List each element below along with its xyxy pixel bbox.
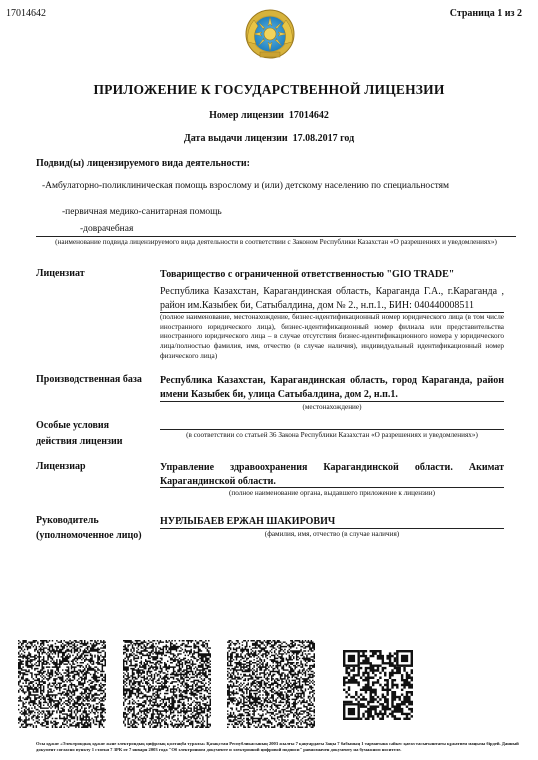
- head-name: НУРЛЫБАЕВ ЕРЖАН ШАКИРОВИЧ: [160, 516, 336, 527]
- licensor-note: (полное наименование органа, выдавшего приложение к лицензии): [229, 489, 435, 497]
- 2d-barcode-icon: [227, 640, 315, 728]
- divider: [160, 528, 504, 529]
- production-base-note: (местонахождение): [302, 403, 362, 411]
- license-number-value: 17014642: [288, 110, 329, 121]
- license-date-line: [0, 133, 538, 144]
- kazakhstan-state-emblem-icon: [244, 8, 296, 60]
- license-date-value: 17.08.2017 год: [292, 133, 355, 144]
- legal-footnote: Осы құжат «Электрондық құжат және электрондық цифрлық қолтаңба туралы» Қазақстан Республикасының 2003 жылғы 7 қаңтардағы Заңы 7 бабының 1 тармағына сәйкес қағаз тасығыштағы құжатпен маңызы бірдей. Данный документ согласно пункту 1 статьи 7 ЗРК от 7 января 2003 года "Об электронном документе и электронной цифровой подписи" равнозначен документу на бумажном носителе.: [36, 741, 519, 752]
- production-base-label: Производственная база: [36, 374, 142, 385]
- subtypes-note: (наименование подвида лицензируемого вида деятельности в соответствии с Законом Республики Казахстан «О разрешениях и уведомлениях»): [55, 238, 497, 246]
- subtypes-heading: Подвид(ы) лицензируемого вида деятельности:: [36, 158, 250, 169]
- divider: [160, 401, 504, 402]
- subtype-item: -доврачебная: [80, 224, 134, 234]
- special-conditions-label: Особые условия действия лицензии: [36, 420, 123, 447]
- page-title: ПРИЛОЖЕНИЕ К ГОСУДАРСТВЕННОЙ ЛИЦЕНЗИИ: [93, 82, 445, 97]
- 2d-barcode-icon: [18, 640, 106, 728]
- qr-code-icon: [343, 650, 413, 720]
- special-conditions-note: (в соответствии со статьей 36 Закона Республики Казахстан «О разрешениях и уведомлениях»): [186, 431, 478, 439]
- page-indicator: Страница 1 из 2: [449, 8, 522, 19]
- licensee-label: Лицензиат: [36, 268, 85, 279]
- subtype-item: -первичная медико-санитарная помощь: [62, 207, 222, 217]
- 2d-barcode-icon: [123, 640, 211, 728]
- licensee-name: Товарищество с ограниченной ответственностью "GIO TRADE": [160, 269, 455, 280]
- head-note: (фамилия, имя, отчество (в случае наличия): [264, 530, 400, 538]
- licensor-value: Управление здравоохранения Карагандинской области. Акимат Карагандинской области.: [160, 462, 504, 487]
- divider: [160, 487, 504, 488]
- licensee-address: Республика Казахстан, Карагандинская область, Караганда Г.А., г.Караганда , район им.Казыбек би, Сатыбалдина, дом № 2., н.п.1., БИН: 040440008511: [160, 286, 504, 311]
- licensee-note: (полное наименование, местонахождение, бизнес-идентификационный номер юридического лица (в том числе иностранного юридического лица), бизнес-идентификационный номер филиала или представительства иностранного юридического лица – в случае отсутствия бизнес-идентификационного номера у юридического лица/полностью фамилия, имя, отчество (в случае наличия), индивидуальный идентификационный номер физического лица): [160, 313, 504, 360]
- production-base-value: Республика Казахстан, Карагандинская область, город Караганда, район имени Казыбек би, улица Сатыбалдина, дом 2, н.п.1.: [160, 375, 504, 400]
- divider: [36, 236, 516, 237]
- license-number-label: Номер лицензии: [209, 110, 284, 121]
- license-date-label: Дата выдачи лицензии: [183, 133, 288, 144]
- subtype-item: -Амбулаторно-поликлиническая помощь взрослому и (или) детскому населению по специальностям: [42, 181, 450, 191]
- license-number-line: [0, 110, 538, 121]
- document-number: 17014642: [6, 8, 46, 19]
- divider: [160, 429, 504, 430]
- head-label: Руководитель (уполномоченное лицо): [36, 515, 142, 541]
- licensor-label: Лицензиар: [36, 461, 86, 472]
